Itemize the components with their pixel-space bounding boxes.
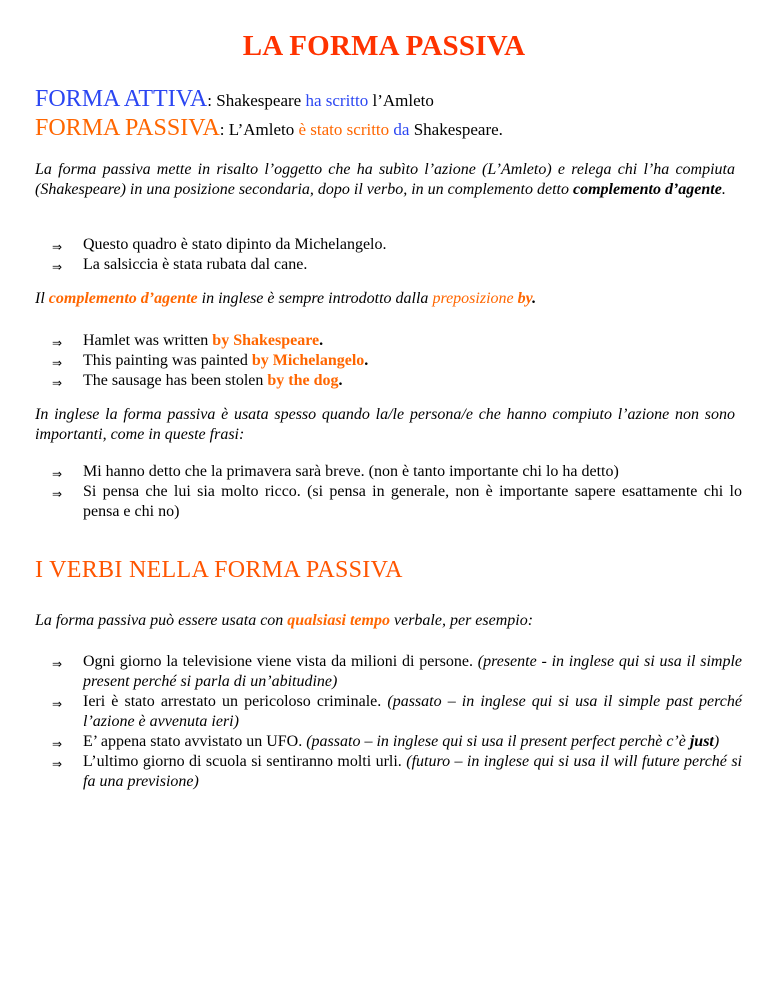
agent-rule-text: Il <box>35 290 49 307</box>
passive-form-sep: : <box>219 120 229 139</box>
example-agent: by Shakespeare <box>212 332 320 349</box>
arrow-icon: ⇒ <box>52 737 63 751</box>
example-end: . <box>319 332 324 349</box>
passive-form-subject: L’Amleto <box>228 120 299 139</box>
passive-form-label: FORMA PASSIVA <box>35 115 220 141</box>
list-item <box>52 235 742 255</box>
example-text: Hamlet was written <box>83 332 213 349</box>
example-text: Si pensa che lui sia molto ricco. (si pensa in generale, non è importante sapere esattamente chi lo pensa e chi no) <box>83 483 742 520</box>
list-item <box>52 692 742 732</box>
tense-intro-paragraph <box>35 611 735 631</box>
example-note: (passato – in inglese qui si usa il present perfect perchè c’è <box>306 733 690 750</box>
active-form-object: l’Amleto <box>368 91 434 110</box>
tense-intro-text: verbale, per esempio: <box>389 612 534 629</box>
list-item <box>52 752 742 792</box>
example-text: Ogni giorno la televisione viene vista da milioni di persone. <box>83 653 478 670</box>
example-text: The sausage has been stolen <box>83 372 268 389</box>
english-example-list <box>52 331 742 391</box>
page-title: LA FORMA PASSIVA <box>242 30 526 62</box>
list-item <box>52 255 742 275</box>
tense-intro-highlight: qualsiasi tempo <box>287 612 390 629</box>
usage-example-list <box>52 462 742 522</box>
example-agent: by the dog <box>267 372 339 389</box>
example-text: Mi hanno detto che la primavera sarà breve. (non è tanto importante chi lo ha detto) <box>83 463 619 480</box>
arrow-icon: ⇒ <box>52 336 63 350</box>
active-form-line <box>35 86 434 113</box>
intro-text: La forma passiva mette in risalto l’oggetto che ha subìto l’azione (L’Amleto) e relega chi l’ha compiuta (Shakespeare) in una posizione secondaria, dopo il verbo, in un complemento detto <box>35 161 735 198</box>
list-item <box>52 371 742 391</box>
tense-intro-text: La forma passiva può essere usata con <box>35 612 288 629</box>
intro-paragraph <box>35 160 735 200</box>
agent-rule-highlight-prep: preposizione <box>432 290 514 307</box>
example-text: L’ultimo giorno di scuola si sentiranno molti urli. <box>83 753 407 770</box>
agent-rule-highlight-term: complemento d’agente <box>48 290 198 307</box>
example-text: Questo quadro è stato dipinto da Michelangelo. <box>83 236 387 253</box>
agent-rule-paragraph <box>35 289 735 309</box>
example-note-end: ) <box>713 733 720 750</box>
list-item <box>52 331 742 351</box>
intro-bold-term: complemento d’agente <box>572 181 722 198</box>
example-note: (passato – in inglese qui si usa il simple past perché l’azione è avvenuta ieri) <box>83 693 742 730</box>
list-item <box>52 482 742 522</box>
passive-form-agent: Shakespeare. <box>409 120 503 139</box>
example-note: (futuro – in inglese qui si usa il will future perché si fa una previsione) <box>83 753 743 790</box>
example-note: (presente - in inglese qui si usa il simple present perché si parla di un’abitudine) <box>83 653 742 690</box>
agent-rule-text: in inglese è sempre introdotto dalla <box>197 290 433 307</box>
list-item <box>52 462 742 482</box>
example-text: Ieri è stato arrestato un pericoloso criminale. <box>83 693 388 710</box>
example-note-bold: just <box>689 733 714 750</box>
tense-example-list <box>52 652 742 792</box>
example-end: . <box>338 372 343 389</box>
active-form-label: FORMA ATTIVA <box>35 86 208 112</box>
arrow-icon: ⇒ <box>52 467 63 481</box>
section-title: I VERBI NELLA FORMA PASSIVA <box>35 557 403 583</box>
intro-end: . <box>721 181 726 198</box>
list-item <box>52 732 742 752</box>
agent-rule-highlight-by: by <box>517 290 533 307</box>
example-text: This painting was painted <box>83 352 252 369</box>
active-form-sep: : <box>207 91 217 110</box>
active-form-subject: Shakespeare <box>216 91 306 110</box>
active-form-verb: ha scritto <box>305 91 369 110</box>
passive-form-line <box>35 115 503 142</box>
example-agent: by Michelangelo <box>251 352 365 369</box>
usage-intro-paragraph: In inglese la forma passiva è usata spesso quando la/le persona/e che hanno compiuto l’azione non sono importanti, come in queste frasi: <box>35 406 735 443</box>
passive-form-agent-prep: da <box>393 120 410 139</box>
arrow-icon: ⇒ <box>52 697 63 711</box>
arrow-icon: ⇒ <box>52 757 63 771</box>
list-item <box>52 652 742 692</box>
arrow-icon: ⇒ <box>52 657 63 671</box>
passive-form-verb: è stato scritto <box>298 120 390 139</box>
example-text: La salsiccia è stata rubata dal cane. <box>83 256 308 273</box>
italian-example-list <box>52 235 742 275</box>
arrow-icon: ⇒ <box>52 240 63 254</box>
agent-rule-text: . <box>532 290 537 307</box>
example-text: E’ appena stato avvistato un UFO. <box>83 733 307 750</box>
arrow-icon: ⇒ <box>52 487 63 501</box>
arrow-icon: ⇒ <box>52 260 63 274</box>
example-end: . <box>364 352 369 369</box>
list-item <box>52 351 742 371</box>
arrow-icon: ⇒ <box>52 376 63 390</box>
arrow-icon: ⇒ <box>52 356 63 370</box>
